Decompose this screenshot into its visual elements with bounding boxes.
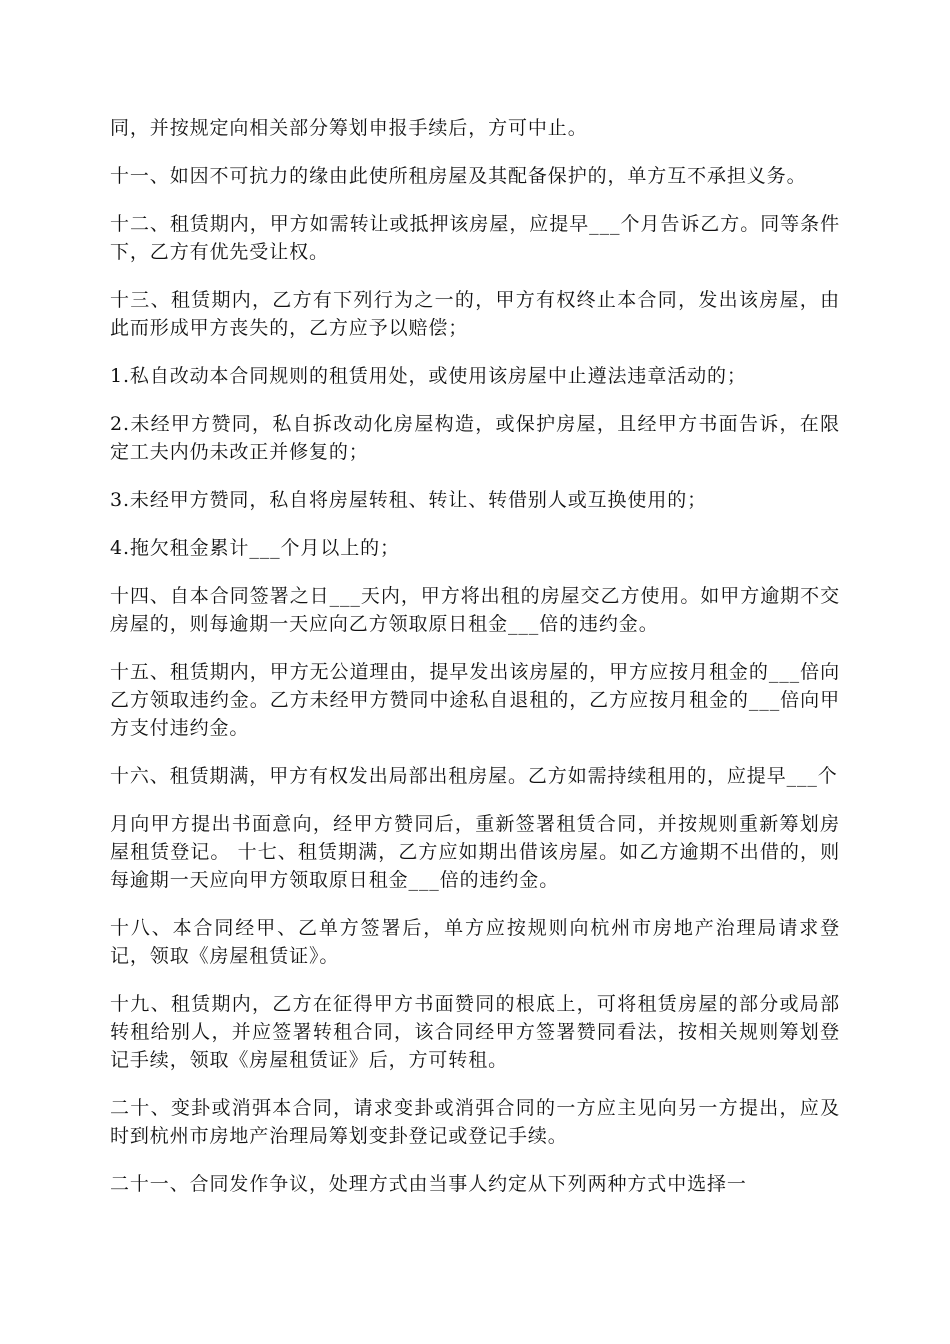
clause-13-item-3: 3.未经甲方赞同，私自将房屋转租、转让、转借别人或互换使用的； [110,489,708,511]
clause-16-17: 月向甲方提出书面意向，经甲方赞同后，重新签署租赁合同，并按规则重新筹划房屋租赁登记。 十七、租赁期满，乙方应如期出借该房屋。如乙方逾期不出借的，则每逾期一天应向甲方领取原日租金___倍的违约金。 [110,813,840,891]
clause-16: 十六、租赁期满，甲方有权发出局部出租房屋。乙方如需持续租用的，应提早___个 [110,765,838,787]
clause-13-item-1: 1.私自改动本合同规则的租赁用处，或使用该房屋中止遵法违章活动的； [110,365,747,387]
clause-18: 十八、本合同经甲、乙单方签署后，单方应按规则向杭州市房地产治理局请求登记，领取《房屋租赁证》。 [110,917,840,967]
clause-21: 二十一、合同发作争议，处理方式由当事人约定从下列两种方式中选择一 [110,1173,747,1195]
clause-13-item-4: 4.拖欠租金累计___个月以上的； [110,537,400,559]
clause-15: 十五、租赁期内，甲方无公道理由，提早发出该房屋的，甲方应按月租金的___倍向乙方领取违约金。乙方未经甲方赞同中途私自退租的，乙方应按月租金的___倍向甲方支付违约金。 [110,661,840,739]
contract-text [110,114,840,1218]
clause-14: 十四、自本合同签署之日___天内，甲方将出租的房屋交乙方使用。如甲方逾期不交房屋的，则每逾期一天应向乙方领取原日租金___倍的违约金。 [110,585,840,635]
clause-13-item-2: 2.未经甲方赞同，私自拆改动化房屋构造，或保护房屋，且经甲方书面告诉，在限定工夫内仍未改正并修复的； [110,413,840,463]
clause-11: 十一、如因不可抗力的缘由此使所租房屋及其配备保护的，单方互不承担义务。 [110,165,807,187]
clause-20: 二十、变卦或消弭本合同，请求变卦或消弭合同的一方应主见向另一方提出，应及时到杭州市房地产治理局筹划变卦登记或登记手续。 [110,1097,840,1147]
paragraph-continuation: 同，并按规定向相关部分筹划申报手续后，方可中止。 [110,117,588,139]
clause-13: 十三、租赁期内，乙方有下列行为之一的，甲方有权终止本合同，发出该房屋，由此而形成甲方丧失的，乙方应予以赔偿； [110,289,840,339]
clause-12: 十二、租赁期内，甲方如需转让或抵押该房屋，应提早___个月告诉乙方。同等条件下，乙方有优先受让权。 [110,213,840,263]
clause-19: 十九、租赁期内，乙方在征得甲方书面赞同的根底上，可将租赁房屋的部分或局部转租给别人，并应签署转租合同，该合同经甲方签署赞同看法，按相关规则筹划登记手续，领取《房屋租赁证》后，方可转租。 [110,993,840,1071]
